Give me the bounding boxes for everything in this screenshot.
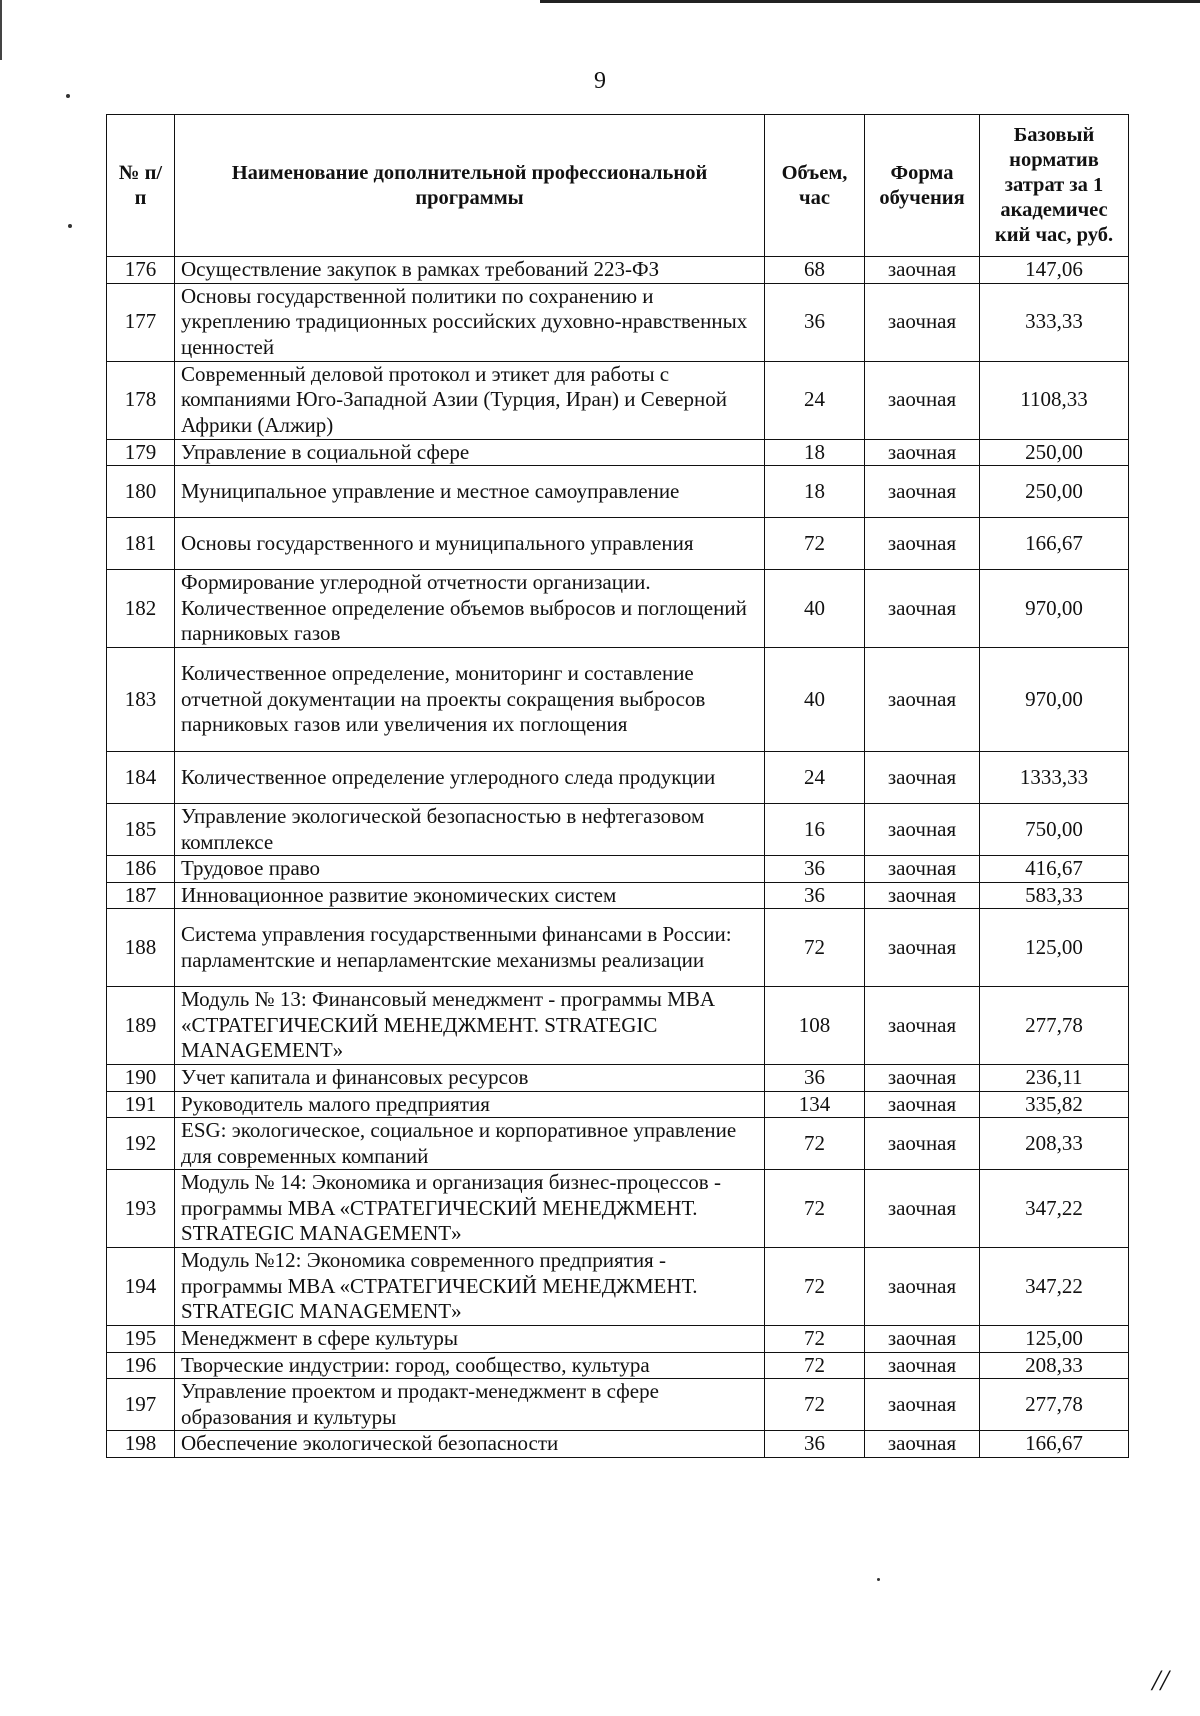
scan-border-top <box>540 0 1200 3</box>
study-form: заочная <box>865 987 980 1065</box>
study-form: заочная <box>865 361 980 439</box>
table-body <box>107 257 1129 1458</box>
cost-value: 750,00 <box>980 804 1129 856</box>
hours-value: 72 <box>765 909 865 987</box>
row-number: 195 <box>107 1326 175 1353</box>
cost-value: 208,33 <box>980 1118 1129 1170</box>
table-row <box>107 1431 1129 1458</box>
table-row <box>107 1326 1129 1353</box>
header-form: Форма обучения <box>865 115 980 257</box>
table-row <box>107 439 1129 466</box>
cost-value: 125,00 <box>980 909 1129 987</box>
table-row <box>107 856 1129 883</box>
program-name: Модуль № 14: Экономика и организация бизнес-процессов - программы MBA «СТРАТЕГИЧЕСКИЙ МЕНЕДЖМЕНТ. STRATEGIC MANAGEMENT» <box>175 1170 765 1248</box>
hours-value: 18 <box>765 466 865 518</box>
row-number: 193 <box>107 1170 175 1248</box>
program-name: Осуществление закупок в рамках требований 223-ФЗ <box>175 257 765 284</box>
row-number: 179 <box>107 439 175 466</box>
program-name: Система управления государственными финансами в России: парламентские и непарламентские механизмы реализации <box>175 909 765 987</box>
cost-value: 236,11 <box>980 1065 1129 1092</box>
program-name: Количественное определение углеродного следа продукции <box>175 752 765 804</box>
table-row <box>107 648 1129 752</box>
row-number: 194 <box>107 1248 175 1326</box>
program-name: Творческие индустрии: город, сообщество, культура <box>175 1352 765 1379</box>
program-name: Количественное определение, мониторинг и составление отчетной документации на проекты сокращения выбросов парниковых газов или увеличения их поглощения <box>175 648 765 752</box>
study-form: заочная <box>865 1170 980 1248</box>
table-row <box>107 804 1129 856</box>
study-form: заочная <box>865 1352 980 1379</box>
cost-value: 335,82 <box>980 1091 1129 1118</box>
corner-mark: // <box>1152 1664 1169 1697</box>
study-form: заочная <box>865 1379 980 1431</box>
program-name: Управление проектом и продакт-менеджмент в сфере образования и культуры <box>175 1379 765 1431</box>
table-row <box>107 1352 1129 1379</box>
study-form: заочная <box>865 856 980 883</box>
table-row <box>107 466 1129 518</box>
cost-value: 1108,33 <box>980 361 1129 439</box>
study-form: заочная <box>865 466 980 518</box>
page-number: 9 <box>594 68 606 94</box>
hours-value: 18 <box>765 439 865 466</box>
table-row <box>107 361 1129 439</box>
table-row <box>107 1379 1129 1431</box>
table-row <box>107 1118 1129 1170</box>
programs-table <box>106 114 1129 1458</box>
study-form: заочная <box>865 570 980 648</box>
program-name: Учет капитала и финансовых ресурсов <box>175 1065 765 1092</box>
cost-value: 250,00 <box>980 466 1129 518</box>
scan-speck <box>877 1578 880 1581</box>
program-name: ESG: экологическое, социальное и корпоративное управление для современных компаний <box>175 1118 765 1170</box>
cost-value: 250,00 <box>980 439 1129 466</box>
hours-value: 72 <box>765 518 865 570</box>
table-row <box>107 882 1129 909</box>
row-number: 187 <box>107 882 175 909</box>
program-name: Модуль № 13: Финансовый менеджмент - программы MBA «СТРАТЕГИЧЕСКИЙ МЕНЕДЖМЕНТ. STRATEGIC MANAGEMENT» <box>175 987 765 1065</box>
study-form: заочная <box>865 1065 980 1092</box>
hours-value: 108 <box>765 987 865 1065</box>
cost-value: 970,00 <box>980 648 1129 752</box>
row-number: 196 <box>107 1352 175 1379</box>
row-number: 178 <box>107 361 175 439</box>
program-name: Обеспечение экологической безопасности <box>175 1431 765 1458</box>
table-row <box>107 909 1129 987</box>
hours-value: 72 <box>765 1170 865 1248</box>
header-name: Наименование дополнительной профессиональной программы <box>175 115 765 257</box>
cost-value: 333,33 <box>980 283 1129 361</box>
hours-value: 134 <box>765 1091 865 1118</box>
row-number: 186 <box>107 856 175 883</box>
table-row <box>107 752 1129 804</box>
cost-value: 277,78 <box>980 987 1129 1065</box>
cost-value: 208,33 <box>980 1352 1129 1379</box>
program-name: Основы государственного и муниципального управления <box>175 518 765 570</box>
header-cost: Базовый норматив затрат за 1 академичес кий час, руб. <box>980 115 1129 257</box>
cost-value: 970,00 <box>980 570 1129 648</box>
hours-value: 36 <box>765 882 865 909</box>
hours-value: 72 <box>765 1352 865 1379</box>
hours-value: 72 <box>765 1326 865 1353</box>
row-number: 190 <box>107 1065 175 1092</box>
cost-value: 347,22 <box>980 1170 1129 1248</box>
study-form: заочная <box>865 648 980 752</box>
row-number: 183 <box>107 648 175 752</box>
row-number: 181 <box>107 518 175 570</box>
table-row <box>107 1170 1129 1248</box>
hours-value: 72 <box>765 1118 865 1170</box>
row-number: 185 <box>107 804 175 856</box>
study-form: заочная <box>865 283 980 361</box>
hours-value: 36 <box>765 856 865 883</box>
study-form: заочная <box>865 1118 980 1170</box>
table-row <box>107 1091 1129 1118</box>
study-form: заочная <box>865 1091 980 1118</box>
row-number: 176 <box>107 257 175 284</box>
table-row <box>107 257 1129 284</box>
program-name: Формирование углеродной отчетности организации. Количественное определение объемов выбросов и поглощений парниковых газов <box>175 570 765 648</box>
study-form: заочная <box>865 909 980 987</box>
cost-value: 1333,33 <box>980 752 1129 804</box>
hours-value: 36 <box>765 1431 865 1458</box>
study-form: заочная <box>865 752 980 804</box>
hours-value: 24 <box>765 752 865 804</box>
study-form: заочная <box>865 1431 980 1458</box>
hours-value: 36 <box>765 1065 865 1092</box>
header-volume: Объем, час <box>765 115 865 257</box>
hours-value: 24 <box>765 361 865 439</box>
study-form: заочная <box>865 882 980 909</box>
cost-value: 147,06 <box>980 257 1129 284</box>
hours-value: 72 <box>765 1248 865 1326</box>
cost-value: 166,67 <box>980 1431 1129 1458</box>
study-form: заочная <box>865 439 980 466</box>
hours-value: 68 <box>765 257 865 284</box>
row-number: 189 <box>107 987 175 1065</box>
table-row <box>107 987 1129 1065</box>
hours-value: 36 <box>765 283 865 361</box>
program-name: Руководитель малого предприятия <box>175 1091 765 1118</box>
row-number: 188 <box>107 909 175 987</box>
cost-value: 125,00 <box>980 1326 1129 1353</box>
row-number: 197 <box>107 1379 175 1431</box>
cost-value: 277,78 <box>980 1379 1129 1431</box>
cost-value: 347,22 <box>980 1248 1129 1326</box>
cost-value: 166,67 <box>980 518 1129 570</box>
table-row <box>107 1065 1129 1092</box>
row-number: 180 <box>107 466 175 518</box>
table-row <box>107 518 1129 570</box>
program-name: Инновационное развитие экономических систем <box>175 882 765 909</box>
table-row <box>107 1248 1129 1326</box>
program-name: Управление экологической безопасностью в нефтегазовом комплексе <box>175 804 765 856</box>
hours-value: 16 <box>765 804 865 856</box>
header-num: № п/п <box>107 115 175 257</box>
hours-value: 40 <box>765 570 865 648</box>
program-name: Муниципальное управление и местное самоуправление <box>175 466 765 518</box>
program-name: Менеджмент в сфере культуры <box>175 1326 765 1353</box>
program-name: Модуль №12: Экономика современного предприятия - программы MBA «СТРАТЕГИЧЕСКИЙ МЕНЕДЖМЕНТ. STRATEGIC MANAGEMENT» <box>175 1248 765 1326</box>
study-form: заочная <box>865 804 980 856</box>
study-form: заочная <box>865 518 980 570</box>
study-form: заочная <box>865 1248 980 1326</box>
program-name: Современный деловой протокол и этикет для работы с компаниями Юго-Западной Азии (Турция, Иран) и Северной Африки (Алжир) <box>175 361 765 439</box>
program-name: Управление в социальной сфере <box>175 439 765 466</box>
hours-value: 72 <box>765 1379 865 1431</box>
row-number: 177 <box>107 283 175 361</box>
table-row <box>107 570 1129 648</box>
scan-speck <box>68 224 72 228</box>
row-number: 184 <box>107 752 175 804</box>
table-header-row <box>107 115 1129 257</box>
row-number: 191 <box>107 1091 175 1118</box>
study-form: заочная <box>865 257 980 284</box>
row-number: 192 <box>107 1118 175 1170</box>
hours-value: 40 <box>765 648 865 752</box>
cost-value: 416,67 <box>980 856 1129 883</box>
program-name: Трудовое право <box>175 856 765 883</box>
row-number: 182 <box>107 570 175 648</box>
table-row <box>107 283 1129 361</box>
program-name: Основы государственной политики по сохранению и укреплению традиционных российских духовно-нравственных ценностей <box>175 283 765 361</box>
scan-border-left <box>0 0 2 60</box>
study-form: заочная <box>865 1326 980 1353</box>
cost-value: 583,33 <box>980 882 1129 909</box>
row-number: 198 <box>107 1431 175 1458</box>
